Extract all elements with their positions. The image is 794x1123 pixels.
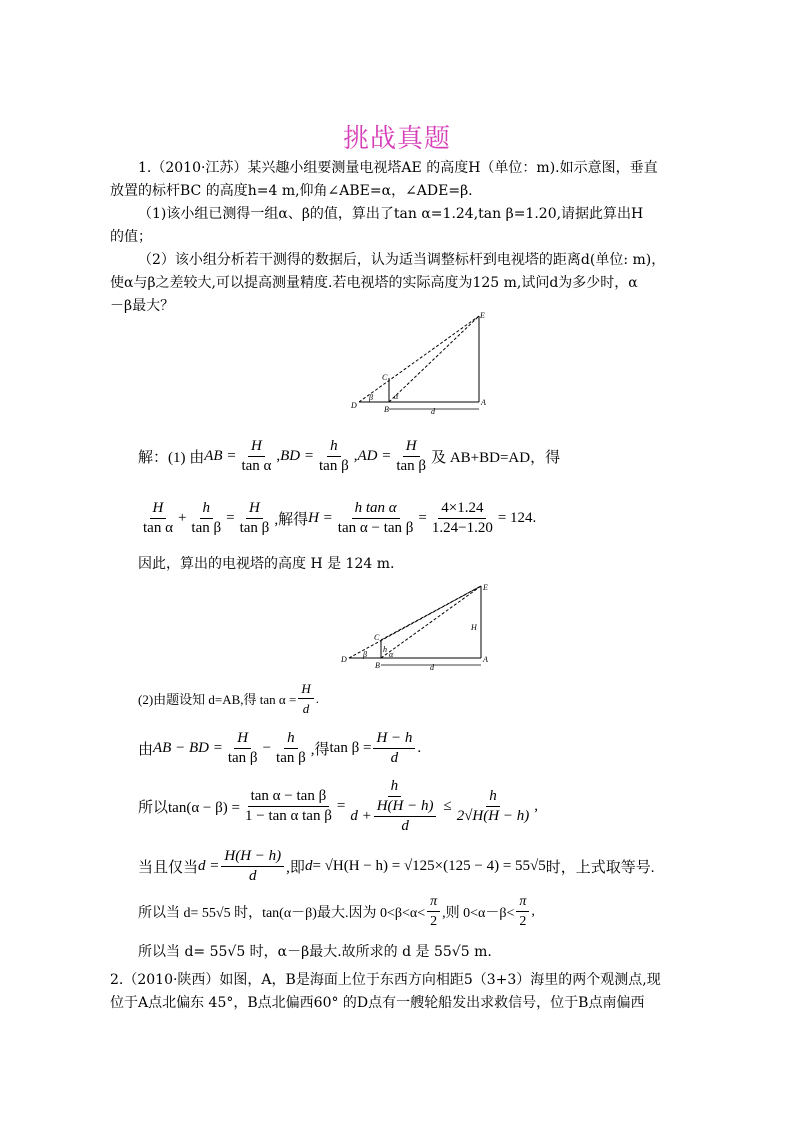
num: h <box>327 438 341 457</box>
sight-BE <box>381 586 481 658</box>
plus: + <box>177 510 187 526</box>
frac-ab <box>238 438 274 475</box>
frac-tan-diff <box>242 788 335 825</box>
frac3 <box>237 500 273 537</box>
den: d <box>302 701 310 716</box>
problem1-line4: 的值； <box>110 229 152 245</box>
s6b: ,则 0<α－β< <box>442 905 515 921</box>
solution-step3 <box>138 730 421 767</box>
den: 2 <box>519 914 527 929</box>
solution-step1-equation <box>138 500 536 537</box>
label-d: d <box>431 407 435 416</box>
page-title: 挑战真题 <box>342 124 451 154</box>
s5-prefix: 当且仅当 <box>138 860 199 876</box>
den: tan α − tan β <box>337 520 414 536</box>
label-C: C <box>374 633 380 642</box>
ab-label: AB = <box>204 448 237 464</box>
den: tan β <box>191 520 222 536</box>
num: H <box>246 500 263 519</box>
d-eq: d = <box>198 858 220 874</box>
problem2-line1: 2.（2010·陕西）如图，A，B是海面上位于东西方向相距5（3+3）海里的两个观测点,现 <box>110 972 661 988</box>
num: h tan α <box>352 500 400 519</box>
frac4 <box>335 500 417 537</box>
s3-prefix: 由 <box>138 742 154 758</box>
s1-prefix: 解：(1) 由 <box>138 450 205 466</box>
h-eq: H = <box>308 510 333 526</box>
label-A: A <box>481 398 486 407</box>
num: H <box>150 500 167 519</box>
label-H: H <box>471 623 477 632</box>
num: H − h <box>373 730 415 749</box>
frac5 <box>429 500 496 537</box>
problem1-line6: 使α与β之差较大,可以提高测量精度.若电视塔的实际高度为125 m,试问d为多少时，α <box>110 275 638 291</box>
label-A: A <box>483 655 488 664</box>
num: π <box>516 893 529 912</box>
bd-label: BD = <box>280 448 315 464</box>
period: . <box>315 690 319 706</box>
num: H(H − h) <box>221 848 284 867</box>
den: d <box>390 750 399 766</box>
tan-beta-eq: tan β = <box>329 740 372 756</box>
d-plus: d + <box>350 808 372 824</box>
frac-ad <box>393 438 429 475</box>
s6: 所以当 d= 55√5 时，tan(α－β)最大.因为 0<β<α< <box>138 905 426 921</box>
frac-d <box>221 848 284 885</box>
den: tan α <box>241 458 272 474</box>
eq2: = <box>418 510 427 526</box>
num: H <box>248 438 265 457</box>
num: H(H − h) <box>374 798 437 817</box>
sight-DE <box>359 316 479 402</box>
den: 1 − tan α tan β <box>244 808 332 824</box>
eq: = <box>226 510 235 526</box>
num: h <box>486 788 500 807</box>
frac-bound <box>454 788 533 825</box>
frac2 <box>188 500 224 537</box>
s4-prefix: 所以tan(α − β) = <box>138 800 240 816</box>
label-beta: β <box>363 650 367 659</box>
den: tan β <box>227 750 258 766</box>
solution-step6 <box>138 893 535 930</box>
conclusion-1: 因此，算出的电视塔的高度 H 是 124 m. <box>138 556 395 572</box>
frac-inner <box>374 798 437 835</box>
num: h <box>200 500 214 519</box>
eq: = <box>336 798 346 814</box>
den: tan β <box>396 458 427 474</box>
solution-step7: 所以当 d= 55√5 时，α－β最大.故所求的 d 是 55√5 m. <box>138 944 492 960</box>
den: tan β <box>319 458 349 474</box>
den: tan α <box>143 520 173 536</box>
num: tan α − tan β <box>248 788 330 807</box>
s2-prefix: (2)由题设知 d=AB,得 tan α = <box>138 692 297 707</box>
label-D: D <box>341 655 347 664</box>
mid: ,即 <box>286 860 305 876</box>
den <box>347 797 441 835</box>
num: H <box>234 730 251 749</box>
comma-get: ,得 <box>310 742 330 758</box>
den: d <box>249 868 257 884</box>
figure-2-diagram <box>335 578 495 670</box>
result: = 124. <box>497 510 537 526</box>
frac-bd <box>316 438 352 475</box>
comma: , <box>534 798 538 814</box>
frac1 <box>140 500 176 537</box>
period: . <box>417 740 422 756</box>
den: tan β <box>239 520 270 536</box>
frac-b <box>273 730 309 767</box>
num: h <box>284 730 298 749</box>
frac-h-d <box>298 680 313 717</box>
den: 1.24−1.20 <box>431 520 493 536</box>
solution-step1: 解：(1) 由 AB = $\frac{H}{\text{tan α}}$ , BD = $\frac{h}{\text{tan β}}$ , AD = $\frac{H}{\text{tan β}}$ 及 AB+BD=AD，得 <box>138 438 561 474</box>
frac-pi-2 <box>516 893 529 930</box>
comma: , <box>531 903 535 919</box>
problem2-line2: 位于A点北偏东 45°，B点北偏西60° 的D点有一艘轮船发出求救信号，位于B点南偏西 <box>110 995 645 1011</box>
figure-1-diagram <box>345 308 495 418</box>
solve-text: ,解得 <box>274 512 309 528</box>
num: 4×1.24 <box>438 500 486 519</box>
s1-suffix: 及 AB+BD=AD，得 <box>431 450 561 466</box>
ad-label: AD = <box>357 448 392 464</box>
den: 2 <box>430 914 438 929</box>
solution-step5 <box>138 848 655 885</box>
label-B: B <box>375 661 380 670</box>
sight-BE <box>389 316 479 402</box>
label-C: C <box>382 373 388 382</box>
num: π <box>427 893 440 912</box>
den: d <box>401 818 409 834</box>
sqrt-chain: = √H(H − h) = √125×(125 − 4) = 55√5 <box>312 858 546 874</box>
problem1-line5: （2）该小组分析若干测得的数据后，认为适当调整标杆到电视塔的距离d(单位: m)， <box>138 252 666 268</box>
solution-step4 <box>138 778 538 835</box>
d-var: d <box>304 858 313 874</box>
problem1-line7: －β最大？ <box>110 298 175 314</box>
label-D: D <box>351 401 357 410</box>
den: 2√H(H − h) <box>456 808 530 824</box>
label-beta: β <box>369 393 373 402</box>
label-E: E <box>483 583 488 592</box>
minus: − <box>262 740 272 756</box>
s5-suffix: 时，上式取等号. <box>545 860 655 876</box>
label-d: d <box>430 663 434 670</box>
solution-step2 <box>138 680 319 717</box>
label-alpha: α <box>394 392 399 401</box>
leq: ≤ <box>443 798 452 814</box>
problem1-line1: 1.（2010·江苏）某兴趣小组要测量电视塔AE 的高度H（单位：m).如示意图，垂直 <box>138 160 658 176</box>
label-B: B <box>384 405 389 414</box>
num: H <box>298 680 313 699</box>
den: tan β <box>276 750 306 766</box>
sight-CE <box>381 586 481 640</box>
problem1-line2: 放置的标杆BC 的高度h=4 m,仰角∠ABE=α，∠ADE=β. <box>110 183 473 199</box>
label-alpha: α <box>389 650 394 659</box>
frac-c <box>373 730 415 767</box>
label-E: E <box>480 311 485 320</box>
num: H <box>403 438 420 457</box>
frac-pi-1 <box>427 893 440 930</box>
frac-complex <box>347 778 441 835</box>
problem1-line3: （1)该小组已测得一组α、β的值，算出了tan α=1.24,tan β=1.20,请据此算出H <box>138 206 644 222</box>
ab-bd: AB − BD = <box>153 740 223 756</box>
frac-a <box>225 730 261 767</box>
num: h <box>388 778 402 797</box>
label-h: h <box>383 645 387 654</box>
